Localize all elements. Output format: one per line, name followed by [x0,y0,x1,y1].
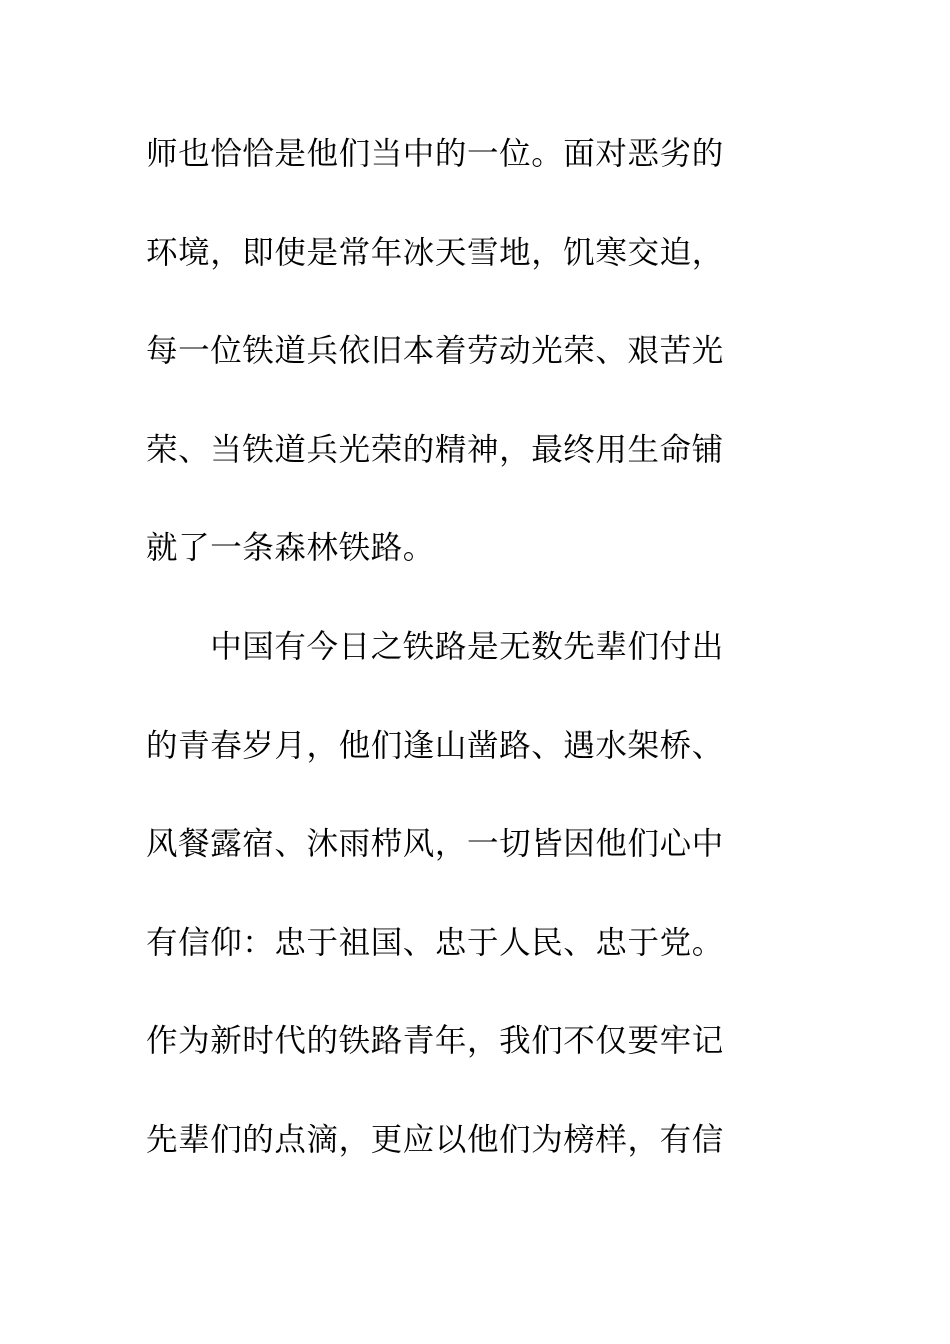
text-line-3: 每一位铁道兵依旧本着劳动光荣、艰苦光 [146,333,724,370]
text-line-5: 就了一条森林铁路。 [146,530,435,567]
body-text [146,128,786,1213]
text-line-11: 先辈们的点滴，更应以他们为榜样，有信 [146,1121,724,1158]
text-line-9: 有信仰：忠于祖国、忠于人民、忠于党。 [146,924,724,961]
text-line-8: 风餐露宿、沐雨栉风，一切皆因他们心中 [146,826,724,863]
text-line-4: 荣、当铁道兵光荣的精神，最终用生命铺 [146,431,724,468]
text-line-2: 环境，即使是常年冰天雪地，饥寒交迫， [146,234,724,271]
text-line-1: 师也恰恰是他们当中的一位。面对恶劣的 [146,136,724,172]
text-line-10: 作为新时代的铁路青年，我们不仅要牢记 [146,1023,724,1060]
text-line-6: 中国有今日之铁路是无数先辈们付出 [146,628,724,665]
text-line-7: 的青春岁月，他们逢山凿路、遇水架桥、 [146,727,724,764]
